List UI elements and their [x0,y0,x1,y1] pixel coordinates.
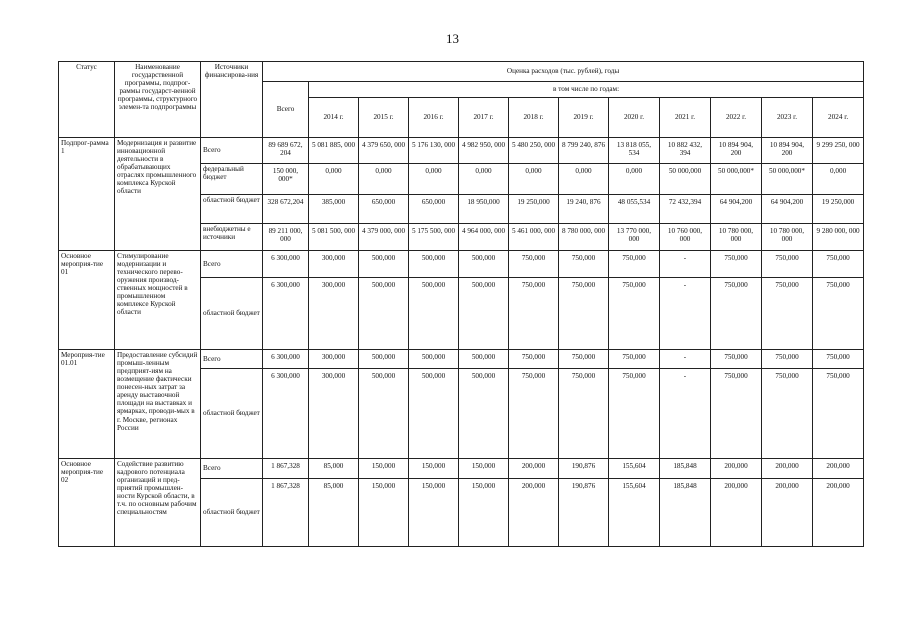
year-value-cell: 750,000 [813,350,864,369]
year-value-cell: 750,000 [762,251,813,278]
total-value-cell: 6 300,000 [263,369,309,459]
year-value-cell: 19 250,000 [813,195,864,224]
year-header: 2018 г. [509,98,559,138]
year-value-cell: 185,848 [660,479,711,547]
source-cell: Всего [201,251,263,278]
header-name: Наименование государственной программы, подпрог-раммы государст-венной программы, структурного элемен-та подпрограммы [115,62,201,138]
year-value-cell: 750,000 [509,350,559,369]
year-value-cell: 750,000 [609,278,660,350]
year-value-cell: 48 055,534 [609,195,660,224]
year-value-cell: 750,000 [509,251,559,278]
year-value-cell: 500,000 [459,251,509,278]
year-value-cell: 10 760 000, 000 [660,224,711,251]
year-value-cell: 500,000 [359,369,409,459]
year-header: 2017 г. [459,98,509,138]
header-status: Статус [59,62,115,138]
page-number: 13 [446,31,459,46]
year-value-cell: 750,000 [813,278,864,350]
year-value-cell: 0,000 [609,164,660,195]
year-header: 2019 г. [559,98,609,138]
year-value-cell: 19 250,000 [509,195,559,224]
year-value-cell: 650,000 [409,195,459,224]
table-row [59,138,864,164]
year-value-cell: 190,876 [559,459,609,479]
year-value-cell: 750,000 [509,369,559,459]
total-value-cell: 1 867,328 [263,479,309,547]
year-header: 2014 г. [309,98,359,138]
year-value-cell: - [660,369,711,459]
source-cell: областной бюджет [201,369,263,459]
total-value-cell: 6 300,000 [263,251,309,278]
year-value-cell: 150,000 [459,479,509,547]
total-value-cell: 6 300,000 [263,278,309,350]
year-value-cell: 0,000 [813,164,864,195]
year-value-cell: 650,000 [359,195,409,224]
year-header: 2020 г. [609,98,660,138]
year-value-cell: 9 299 250, 000 [813,138,864,164]
year-value-cell: 750,000 [711,278,762,350]
table-row [59,350,864,369]
year-header: 2023 г. [762,98,813,138]
year-value-cell: 9 280 000, 000 [813,224,864,251]
total-value-cell: 328 672,204 [263,195,309,224]
item-name-cell: Содействие развитию кадрового потенциала организаций и пред-приятий промышлен-ности Курской области, в т.ч. по основным рабочим специальностям [115,459,201,547]
year-value-cell: 5 081 500, 000 [309,224,359,251]
year-value-cell: 500,000 [359,278,409,350]
year-value-cell: 0,000 [309,164,359,195]
year-value-cell: 385,000 [309,195,359,224]
year-value-cell: - [660,278,711,350]
year-value-cell: 5 175 500, 000 [409,224,459,251]
year-value-cell: - [660,251,711,278]
year-value-cell: 5 081 885, 000 [309,138,359,164]
year-header: 2016 г. [409,98,459,138]
item-name-cell: Стимулирование модернизации и технического перево-оружения производ-ственных мощностей в промышленном комплексе Курской области [115,251,201,350]
year-value-cell: 750,000 [711,369,762,459]
year-header: 2022 г. [711,98,762,138]
source-cell: федеральный бюджет [201,164,263,195]
year-value-cell: 200,000 [509,459,559,479]
year-value-cell: 64 904,200 [711,195,762,224]
year-value-cell: 4 379 650, 000 [359,138,409,164]
year-value-cell: 500,000 [359,251,409,278]
year-value-cell: 500,000 [409,251,459,278]
year-value-cell: 500,000 [409,350,459,369]
total-value-cell: 6 300,000 [263,350,309,369]
year-value-cell: 300,000 [309,278,359,350]
year-value-cell: 5 176 130, 000 [409,138,459,164]
year-value-cell: 19 240, 876 [559,195,609,224]
source-cell: Всего [201,459,263,479]
year-value-cell: 185,848 [660,459,711,479]
year-value-cell: 18 950,000 [459,195,509,224]
year-value-cell: 750,000 [509,278,559,350]
year-value-cell: 750,000 [711,350,762,369]
item-name-cell: Предоставление субсидий промыш-ленным предприят-иям на возмещение фактически понесен-ных затрат за аренду выставочной площади на выставках и ярмарках, проводи-мых в г. Москве, регионах России [115,350,201,459]
year-value-cell: 4 964 000, 000 [459,224,509,251]
year-value-cell: 64 904,200 [762,195,813,224]
year-value-cell: 50 000,000* [711,164,762,195]
year-value-cell: 5 480 250, 000 [509,138,559,164]
year-value-cell: 300,000 [309,369,359,459]
year-value-cell: 750,000 [559,278,609,350]
year-value-cell: 750,000 [762,278,813,350]
status-cell: Подпрог-рамма 1 [59,138,115,251]
year-value-cell: 85,000 [309,479,359,547]
year-value-cell: 750,000 [609,251,660,278]
year-value-cell: 500,000 [409,278,459,350]
year-value-cell: 0,000 [359,164,409,195]
year-value-cell: 200,000 [509,479,559,547]
year-value-cell: 500,000 [359,350,409,369]
year-header: 2024 г. [813,98,864,138]
item-name-cell: Модернизация и развитие инновационной деятельности в обрабатывающих отраслях промышленного комплекса Курской области [115,138,201,251]
year-value-cell: 200,000 [813,479,864,547]
year-value-cell: 4 379 000, 000 [359,224,409,251]
total-value-cell: 1 867,328 [263,459,309,479]
year-value-cell: 750,000 [559,350,609,369]
year-value-cell: 500,000 [459,350,509,369]
total-value-cell: 150 000, 000* [263,164,309,195]
year-value-cell: 300,000 [309,350,359,369]
header-estimate: Оценка расходов (тыс. рублей), годы [263,62,864,82]
table-row [59,459,864,479]
total-value-cell: 89 211 000, 000 [263,224,309,251]
header-total: Всего [263,82,309,138]
year-value-cell: - [660,350,711,369]
year-value-cell: 150,000 [359,479,409,547]
year-value-cell: 750,000 [762,350,813,369]
year-value-cell: 750,000 [813,251,864,278]
year-value-cell: 500,000 [459,369,509,459]
year-value-cell: 200,000 [762,459,813,479]
year-header: 2021 г. [660,98,711,138]
year-value-cell: 150,000 [359,459,409,479]
year-value-cell: 4 982 950, 000 [459,138,509,164]
year-value-cell: 5 461 000, 000 [509,224,559,251]
year-value-cell: 300,000 [309,251,359,278]
year-value-cell: 50 000,000 [660,164,711,195]
header-sources: Источники финансирова-ния [201,62,263,138]
year-value-cell: 750,000 [559,369,609,459]
source-cell: областной бюджет [201,479,263,547]
year-value-cell: 10 894 904, 200 [711,138,762,164]
year-value-cell: 155,604 [609,459,660,479]
year-value-cell: 150,000 [409,459,459,479]
year-value-cell: 500,000 [409,369,459,459]
year-header: 2015 г. [359,98,409,138]
year-value-cell: 750,000 [559,251,609,278]
year-value-cell: 10 780 000, 000 [762,224,813,251]
source-cell: внебюджетны е источники [201,224,263,251]
year-value-cell: 72 432,394 [660,195,711,224]
year-value-cell: 750,000 [609,369,660,459]
status-cell: Основное мероприя-тие 02 [59,459,115,547]
year-value-cell: 500,000 [459,278,509,350]
year-value-cell: 50 000,000* [762,164,813,195]
status-cell: Основное мероприя-тие 01 [59,251,115,350]
year-value-cell: 8 780 000, 000 [559,224,609,251]
total-value-cell: 89 689 672, 204 [263,138,309,164]
year-value-cell: 200,000 [711,459,762,479]
year-value-cell: 750,000 [762,369,813,459]
status-cell: Мероприя-тие 01.01 [59,350,115,459]
year-value-cell: 150,000 [459,459,509,479]
year-value-cell: 750,000 [609,350,660,369]
year-value-cell: 190,876 [559,479,609,547]
year-value-cell: 200,000 [762,479,813,547]
header-by-years: в том числе по годам: [309,82,864,98]
year-value-cell: 155,604 [609,479,660,547]
table-row [59,251,864,278]
year-value-cell: 750,000 [711,251,762,278]
source-cell: Всего [201,138,263,164]
source-cell: областной бюджет [201,278,263,350]
year-value-cell: 750,000 [813,369,864,459]
year-value-cell: 0,000 [409,164,459,195]
year-value-cell: 13 818 055, 534 [609,138,660,164]
year-value-cell: 200,000 [813,459,864,479]
year-value-cell: 13 770 000, 000 [609,224,660,251]
year-value-cell: 10 894 904, 200 [762,138,813,164]
year-value-cell: 8 799 240, 876 [559,138,609,164]
source-cell: Всего [201,350,263,369]
budget-table [58,61,864,547]
year-value-cell: 0,000 [559,164,609,195]
year-value-cell: 0,000 [509,164,559,195]
year-value-cell: 10 882 432, 394 [660,138,711,164]
source-cell: областной бюджет [201,195,263,224]
year-value-cell: 150,000 [409,479,459,547]
year-value-cell: 200,000 [711,479,762,547]
year-value-cell: 0,000 [459,164,509,195]
year-value-cell: 85,000 [309,459,359,479]
year-value-cell: 10 780 000, 000 [711,224,762,251]
